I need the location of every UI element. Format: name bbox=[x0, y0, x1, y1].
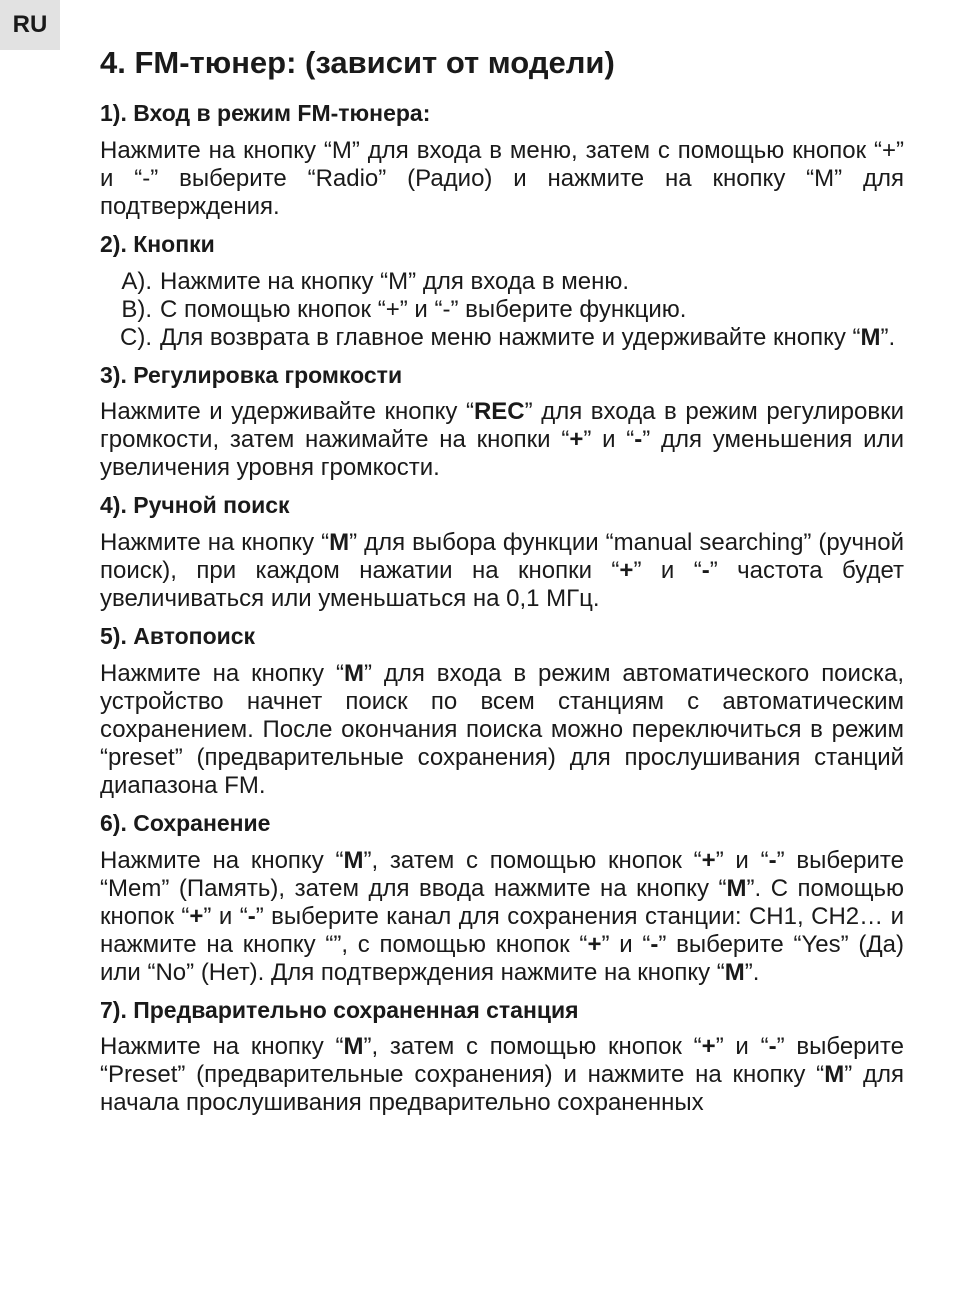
list-item bbox=[100, 324, 904, 352]
text-run: ” и “ bbox=[601, 930, 651, 958]
list-marker: B). bbox=[121, 295, 152, 323]
key-label: - bbox=[650, 930, 659, 958]
key-label: M bbox=[329, 529, 350, 557]
page-content bbox=[100, 44, 904, 1126]
key-label: M bbox=[343, 659, 364, 687]
text-run: ” для входа в режим регулировки громкости, затем нажимайте на кнопки “ bbox=[100, 398, 904, 454]
buttons-list bbox=[100, 268, 904, 352]
section-heading: 5). Автопоиск bbox=[100, 623, 256, 650]
key-label: - bbox=[247, 902, 256, 930]
section-auto-search bbox=[100, 622, 904, 800]
key-label: + bbox=[189, 902, 204, 930]
key-label: M bbox=[724, 958, 745, 986]
text-run: ”. С помощью кнопок “ bbox=[100, 874, 905, 930]
section-text bbox=[100, 398, 904, 482]
section-volume bbox=[100, 361, 904, 483]
section-save bbox=[100, 809, 904, 987]
key-label: M bbox=[343, 1033, 364, 1061]
section-enter-fm bbox=[100, 99, 904, 221]
section-text bbox=[100, 1033, 904, 1117]
key-label: + bbox=[569, 426, 584, 454]
section-heading: 2). Кнопки bbox=[100, 230, 215, 257]
key-label: REC bbox=[473, 398, 525, 426]
section-text bbox=[100, 847, 904, 987]
list-text: С помощью кнопок “+” и “-” выберите функцию. bbox=[160, 295, 687, 323]
section-buttons bbox=[100, 230, 904, 352]
key-label: - bbox=[701, 557, 710, 585]
key-label: M bbox=[726, 874, 747, 902]
section-text: Нажмите на кнопку “M” для входа в меню, затем с помощью кнопок “+” и “-” выберите “Radio” (Радио) и нажмите на кнопку “M” для подтверждения. bbox=[100, 136, 904, 220]
section-heading: 7). Предварительно сохраненная станция bbox=[100, 996, 579, 1023]
key-label: + bbox=[587, 930, 602, 958]
list-marker: A). bbox=[121, 267, 152, 295]
page-title: 4. FM-тюнер: (зависит от модели) bbox=[100, 45, 615, 80]
section-manual-search bbox=[100, 491, 904, 613]
section-heading: 4). Ручной поиск bbox=[100, 492, 290, 519]
language-tab: RU bbox=[0, 0, 60, 50]
section-heading: 1). Вход в режим FM-тюнера: bbox=[100, 100, 431, 127]
list-marker: C). bbox=[120, 323, 152, 351]
text-run: ” и “ bbox=[715, 1033, 769, 1061]
text-run: ”. bbox=[880, 323, 896, 351]
text-run: Для возврата в главное меню нажмите и удерживайте кнопку “ bbox=[160, 323, 861, 351]
key-label: - bbox=[768, 1033, 777, 1061]
list-text: Нажмите на кнопку “M” для входа в меню. bbox=[160, 267, 630, 295]
section-preset bbox=[100, 996, 904, 1118]
text-run: ” выберите “Yes” (Да) или “No” (Нет). Для подтверждения нажмите на кнопку “ bbox=[100, 930, 904, 986]
text-run: Нажмите на кнопку “ bbox=[100, 659, 344, 687]
key-label: + bbox=[701, 846, 716, 874]
list-item bbox=[100, 296, 904, 324]
key-label: + bbox=[701, 1033, 716, 1061]
key-label: M bbox=[343, 846, 364, 874]
text-run: ” и “ bbox=[633, 557, 702, 585]
text-run: ” для выбора функции “manual searching” (ручной поиск), при каждом нажатии на кнопки “ bbox=[100, 529, 904, 585]
text-run: ” и “ bbox=[715, 846, 769, 874]
list-text bbox=[160, 324, 904, 352]
key-label: + bbox=[619, 557, 634, 585]
text-run: Нажмите на кнопку “ bbox=[100, 846, 344, 874]
text-run: Нажмите на кнопку “ bbox=[100, 529, 330, 557]
key-label: M bbox=[860, 323, 881, 351]
text-run: ” для входа в режим автоматического поиска, устройство начнет поиск по всем станциям с автоматическим сохранением. После окончания поиска можно переключиться в режим “preset” (предварительные сохранения) для прослушивания станций диапазона FM. bbox=[100, 659, 904, 799]
text-run: Нажмите и удерживайте кнопку “ bbox=[100, 398, 474, 426]
key-label: - bbox=[768, 846, 777, 874]
text-run: ” для уменьшения или увеличения уровня громкости. bbox=[100, 426, 904, 482]
text-run: ” и “ bbox=[583, 426, 635, 454]
text-run: ” и “ bbox=[203, 902, 248, 930]
text-run: ”. bbox=[744, 958, 760, 986]
text-run: ”, затем с помощью кнопок “ bbox=[363, 846, 702, 874]
list-item bbox=[100, 268, 904, 296]
key-label: - bbox=[634, 426, 643, 454]
section-heading: 6). Сохранение bbox=[100, 809, 271, 836]
text-run: ” выберите канал для сохранения станции: CH1, CH2… и нажмите на кнопку “”, с помощью кнопок “ bbox=[100, 902, 904, 958]
text-run: ” выберите “Preset” (предварительные сохранения) и нажмите на кнопку “ bbox=[100, 1033, 904, 1089]
text-run: ” частота будет увеличиваться или уменьшаться на 0,1 МГц. bbox=[100, 557, 904, 613]
text-run: ” выберите “Mem” (Память), затем для ввода нажмите на кнопку “ bbox=[100, 846, 904, 902]
section-text bbox=[100, 660, 904, 800]
key-label: M bbox=[824, 1061, 845, 1089]
section-text bbox=[100, 529, 904, 613]
text-run: ” для начала прослушивания предварительно сохраненных bbox=[100, 1061, 904, 1117]
section-heading: 3). Регулировка громкости bbox=[100, 361, 403, 388]
text-run: ”, затем с помощью кнопок “ bbox=[363, 1033, 702, 1061]
text-run: Нажмите на кнопку “ bbox=[100, 1033, 344, 1061]
